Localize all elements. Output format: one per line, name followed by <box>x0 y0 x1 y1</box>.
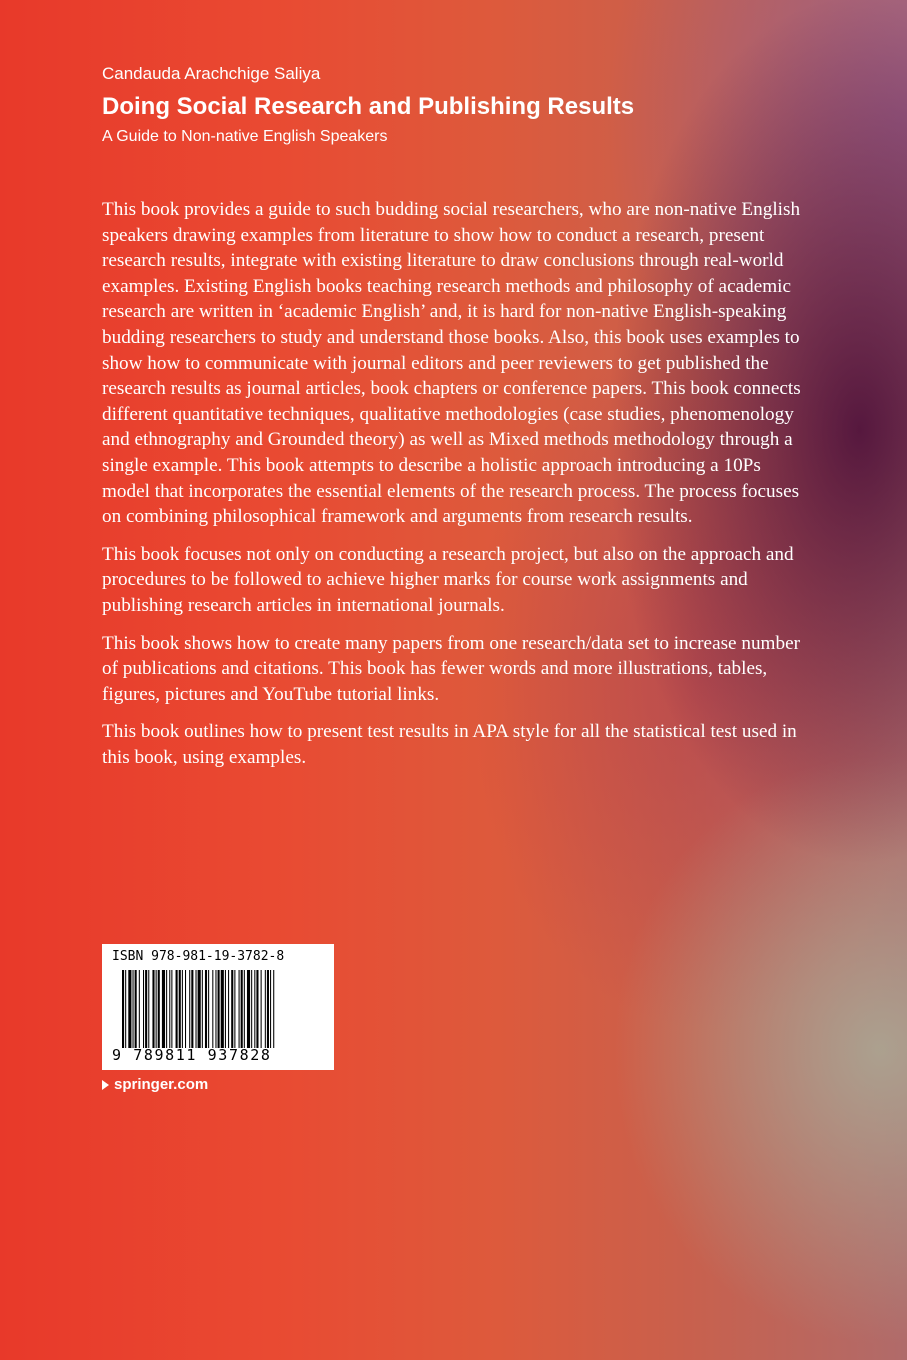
barcode-bar <box>228 970 229 1048</box>
barcode-bar <box>189 970 190 1048</box>
barcode-bar <box>205 970 207 1048</box>
barcode-bar <box>239 970 240 1048</box>
barcode-bar <box>179 970 181 1048</box>
barcode-bar <box>261 970 262 1048</box>
barcode-bar <box>143 970 144 1048</box>
barcode-bar <box>139 970 140 1048</box>
barcode-bar <box>162 970 165 1048</box>
barcode-bar <box>196 970 197 1048</box>
barcode-bar <box>182 970 183 1048</box>
barcode-bar <box>273 970 274 1048</box>
description-paragraph: This book provides a guide to such budding social researchers, who are non-native English speakers drawing examples from literature to show how to conduct a research, present research results, integrate with existing literature to draw conclusions through real-world examples. Existing English books teaching research methods and philosophy of academic research are written in ‘academic English’ and, it is hard for non-native English-speaking budding researchers to study and understand those books. Also, this book uses examples to show how to communicate with journal editors and peer reviewers to get published the research results as journal articles, book chapters or conference papers. This book connects different quantitative techniques, qualitative methodologies (case studies, phenomenology and ethnography and Grounded theory) as well as Mixed methods methodology through a single example. This book attempts to describe a holistic approach introducing a 10Ps model that incorporates the essential elements of the research process. The process focuses on combining philosophical framework and arguments from research results. <box>102 199 801 528</box>
barcode-bar <box>231 970 233 1048</box>
barcode-bar <box>254 970 255 1048</box>
barcode-bar <box>133 970 134 1048</box>
book-description <box>102 197 802 782</box>
barcode-bar <box>225 970 226 1048</box>
barcode-bar <box>265 970 266 1048</box>
barcode-bar <box>251 970 252 1048</box>
barcode-bar <box>267 970 269 1048</box>
barcode-bar <box>148 970 149 1048</box>
barcode-bar <box>128 970 131 1048</box>
barcode-bar <box>234 970 235 1048</box>
author-name: Candauda Arachchige Saliya <box>102 64 321 83</box>
barcode-bar <box>171 970 172 1048</box>
isbn-label: ISBN 978-981-19-3782-8 <box>112 949 285 964</box>
barcode-bar <box>215 970 216 1048</box>
barcode-bar <box>198 970 201 1048</box>
barcode-bar <box>221 970 224 1048</box>
barcode-bar <box>156 970 157 1048</box>
isbn-barcode-box <box>102 944 334 1070</box>
publisher-link[interactable] <box>102 1076 208 1093</box>
description-paragraph: This book outlines how to present test results in APA style for all the statistical test used in this book, using examples. <box>102 721 797 768</box>
barcode-bar <box>135 970 137 1048</box>
book-title: Doing Social Research and Publishing Results <box>102 93 635 120</box>
barcode-bar <box>191 970 193 1048</box>
barcode-bar <box>256 970 258 1048</box>
barcode-bar <box>145 970 147 1048</box>
barcode-bar <box>244 970 245 1048</box>
barcode-bar <box>158 970 160 1048</box>
barcode-bar <box>241 970 243 1048</box>
barcode-bar <box>125 970 126 1048</box>
description-paragraph: This book focuses not only on conducting a research project, but also on the approach and procedures to be followed to achieve higher marks for course work assignments and publishing research articles in international journals. <box>102 543 794 616</box>
barcode-bar <box>208 970 209 1048</box>
book-subtitle: A Guide to Non-native English Speakers <box>102 128 388 145</box>
barcode-bar <box>202 970 203 1048</box>
cover-header <box>102 62 634 148</box>
barcode-digits: 9 789811 937828 <box>112 1046 272 1064</box>
barcode-bar <box>270 970 271 1048</box>
barcode-bar <box>152 970 154 1048</box>
barcode-bar <box>169 970 170 1048</box>
barcode-bar <box>122 970 124 1048</box>
barcode-bar <box>166 970 167 1048</box>
barcode-bar <box>218 970 220 1048</box>
publisher-link-text: springer.com <box>114 1076 209 1093</box>
barcode-icon <box>112 970 324 1048</box>
triangle-right-icon <box>102 1080 109 1090</box>
barcode-bar <box>247 970 250 1048</box>
barcode-bar <box>185 970 186 1048</box>
description-paragraph: This book shows how to create many papers from one research/data set to increase number of publications and citations. This book has fewer words and more illustrations, tables, figures, pictures and YouTube tutorial links. <box>102 632 800 705</box>
barcode-bar <box>176 970 178 1048</box>
barcode-bar <box>212 970 213 1048</box>
